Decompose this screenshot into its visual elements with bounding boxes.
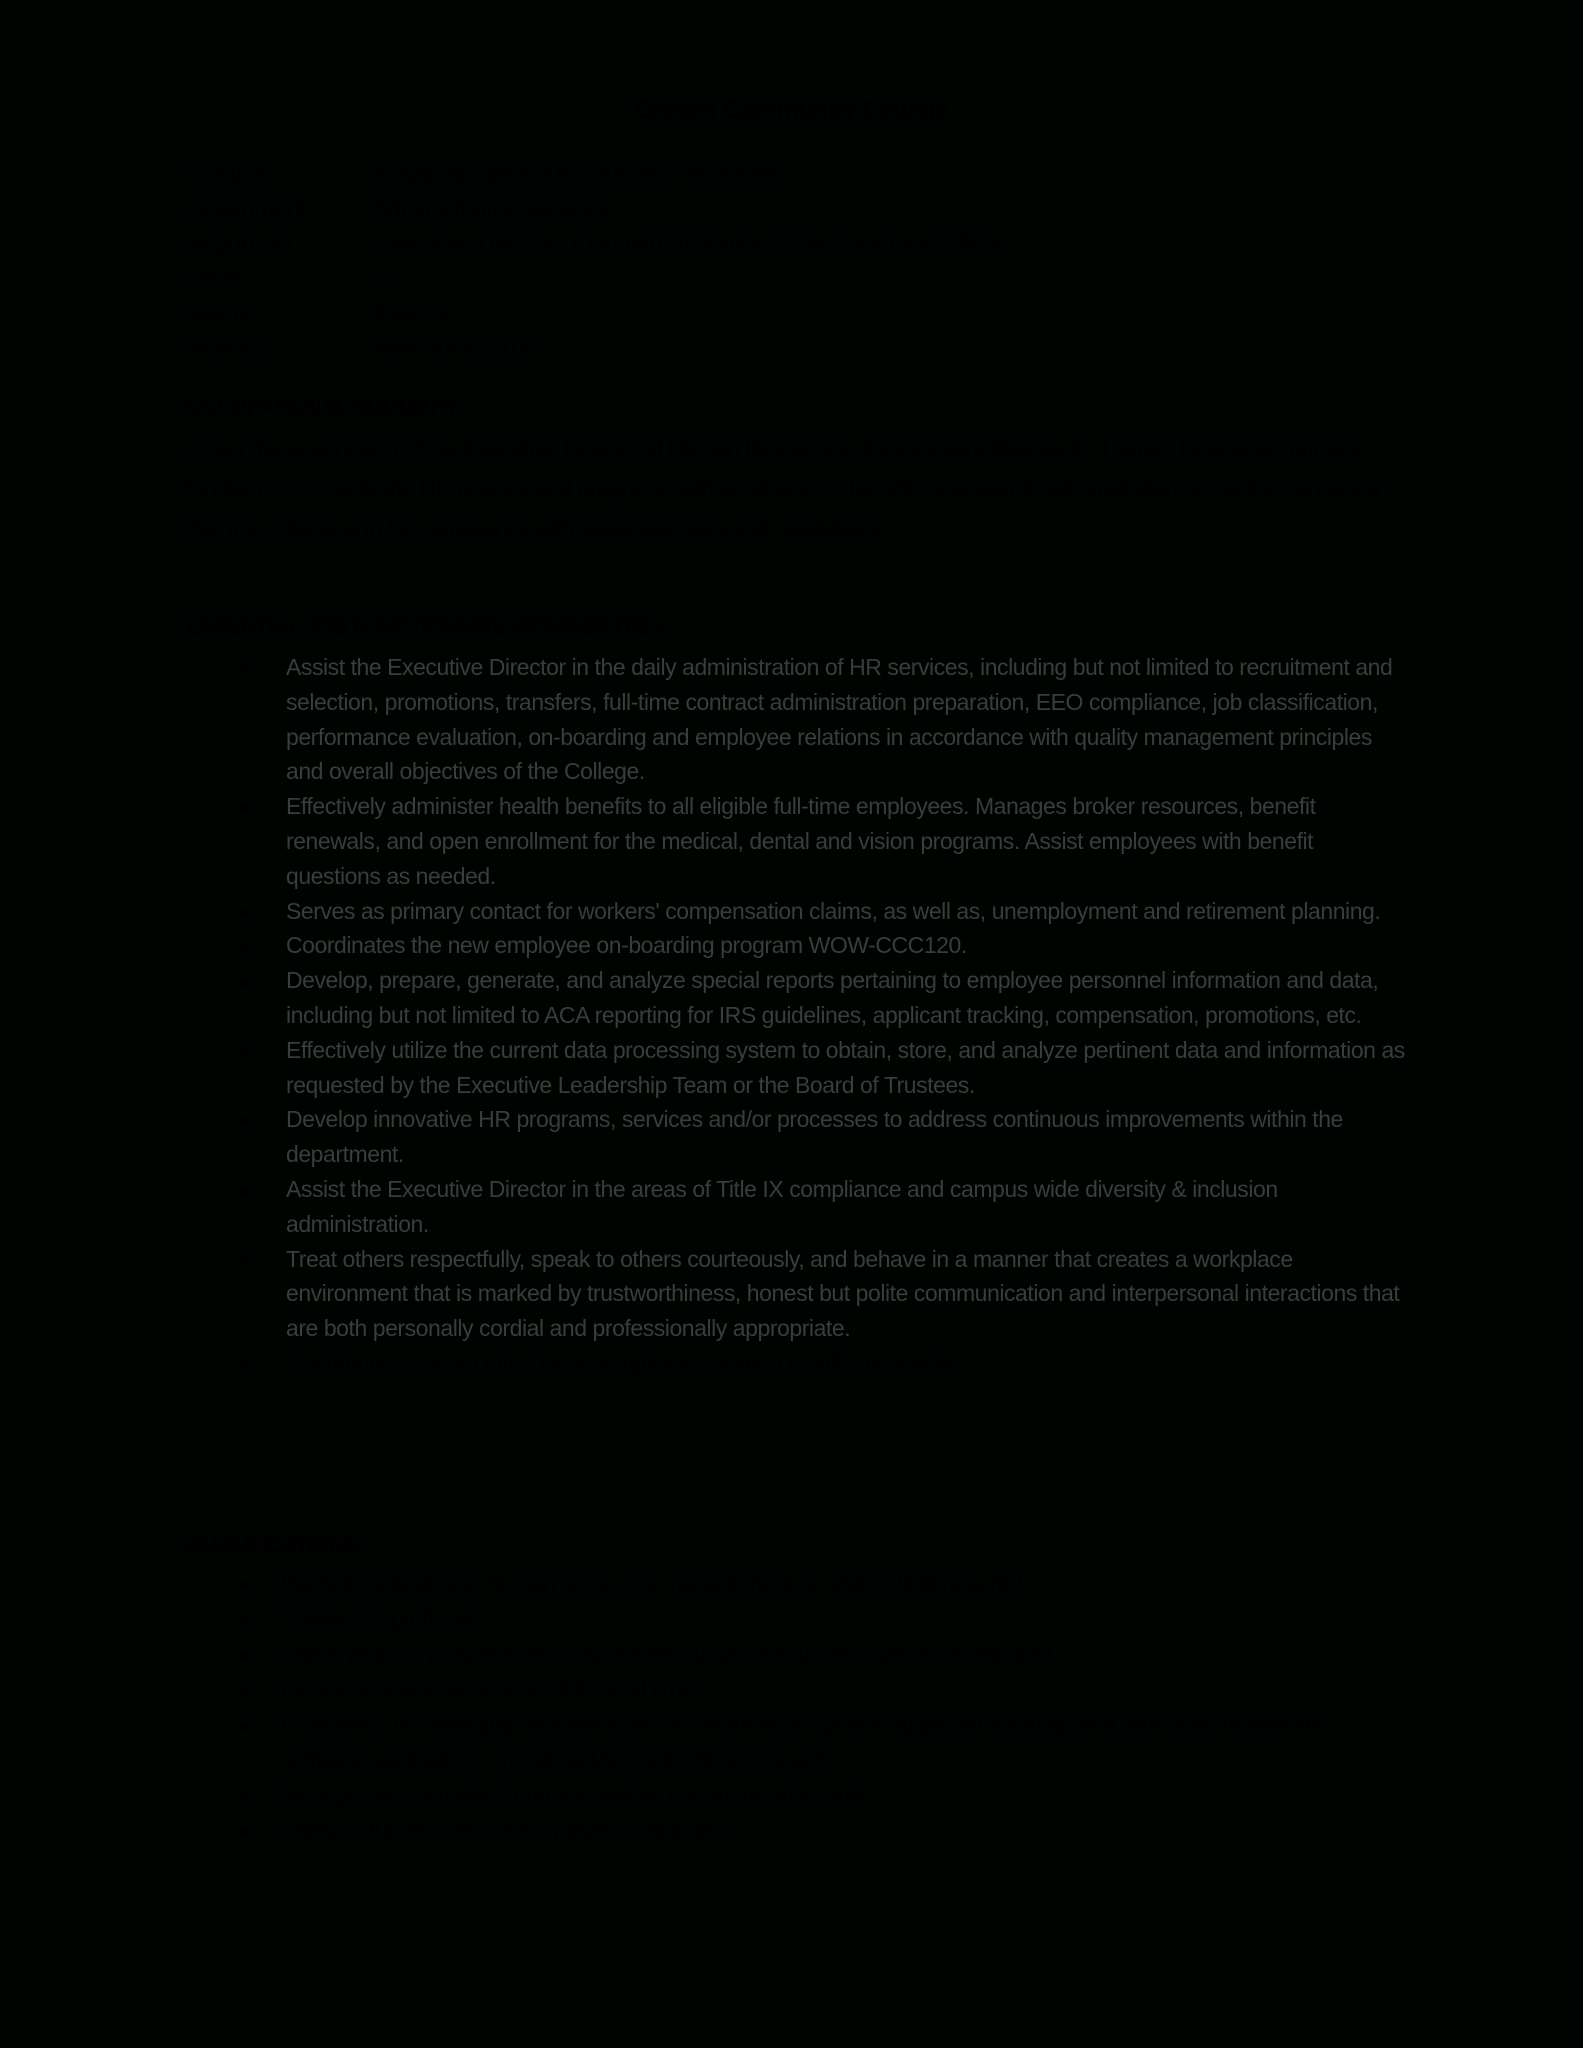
meta-row-level bbox=[186, 262, 1002, 297]
list-item: Serves as primary contact for workers' compensation claims, as well as, unemployment and retirement planning. bbox=[186, 894, 1411, 929]
meta-value: Exempt bbox=[373, 299, 451, 327]
meta-row-position bbox=[186, 158, 1002, 193]
list-item: Bachelor’s degree in human resources management or related field required. bbox=[186, 1566, 1411, 1601]
qualifications-list bbox=[186, 1566, 1411, 1848]
meta-label: Status: bbox=[186, 299, 257, 327]
bullet-icon bbox=[240, 665, 249, 674]
bullet-icon bbox=[240, 1722, 249, 1731]
bullet-icon bbox=[240, 1117, 249, 1126]
responsibilities-heading: ESSENTIAL JOB FUNCTIONS/RESPONSIBILITIES bbox=[186, 614, 666, 639]
meta-label: Department: bbox=[186, 195, 312, 223]
meta-row-reports-to bbox=[186, 227, 1002, 262]
bullet-icon bbox=[240, 909, 249, 918]
bullet-icon bbox=[240, 1687, 249, 1696]
bullet-icon bbox=[240, 1652, 249, 1661]
list-item: Assist the Executive Director in the daily administration of HR services, including but not limited to recruitment and selection, promotions, transfers, full-time contract administration preparation, EEO compliance, job classification, performance evaluation, on-boarding and employee relations in accordance with quality management principles and overall objectives of the College. bbox=[186, 650, 1411, 789]
bullet-icon bbox=[240, 978, 249, 987]
list-item: Treat others respectfully, speak to others courteously, and behave in a manner that creates a workplace environment that is marked by trustworthiness, honest but polite communication and interpersonal interactions that are both personally cordial and professionally appropriate. bbox=[186, 1242, 1411, 1346]
list-item: Coordinates the new employee on-boarding program WOW-CCC120. bbox=[186, 928, 1411, 963]
meta-row-revised bbox=[186, 331, 1002, 366]
meta-label: Level: bbox=[186, 265, 247, 293]
list-item: Effectively administer health benefits to all eligible full-time employees. Manages broker resources, benefit renewals, and open enrollment for the medical, dental and vision programs. Assist employees with benefit questions as needed. bbox=[186, 789, 1411, 893]
list-item: Three years of progressively responsible human resources experience required. bbox=[186, 1637, 1411, 1672]
meta-value: Administrative Services bbox=[373, 195, 609, 223]
list-item: Ability to function as a team player at all times. bbox=[186, 1813, 1411, 1848]
summary-heading: OCCUPATIONAL SUMMARY bbox=[186, 394, 459, 419]
bullet-icon bbox=[240, 943, 249, 952]
responsibilities-list bbox=[186, 650, 1411, 1381]
list-item: Develop innovative HR programs, services and/or processes to address continuous improvements within the department. bbox=[186, 1102, 1411, 1172]
document-title: Craven Community College bbox=[634, 96, 949, 124]
meta-label: Reports to: bbox=[186, 230, 297, 258]
meta-value: New June 2016 bbox=[373, 334, 532, 362]
meta-value: Executive Director of Human Resources/Chief Diversity Officer bbox=[373, 230, 1002, 258]
meta-value: 75 bbox=[373, 265, 399, 293]
list-item: Effectively utilize the current data processing system to obtain, store, and analyze pertinent data and information as requested by the Executive Leadership Team or the Board of Trustees. bbox=[186, 1033, 1411, 1103]
meta-row-department bbox=[186, 193, 1002, 228]
bullet-icon bbox=[240, 1257, 249, 1266]
list-item: Must possess excellent oral and written communication skills. bbox=[186, 1778, 1411, 1813]
bullet-icon bbox=[240, 1793, 249, 1802]
bullet-icon bbox=[240, 1361, 249, 1370]
meta-value: Assistant Director for Human Resources bbox=[373, 161, 779, 188]
list-item: Contributes to team effort by accomplishing related results as needed. bbox=[186, 1346, 1411, 1381]
list-item: Proficiency in managing data within an HR information system (applicant tracking) and with other related HR software applications, including Microsoft Office products. bbox=[186, 1707, 1411, 1778]
qualifications-heading: QUALIFICATIONS bbox=[186, 1532, 358, 1557]
bullet-icon bbox=[240, 804, 249, 813]
bullet-icon bbox=[240, 1828, 249, 1837]
bullet-icon bbox=[240, 1048, 249, 1057]
position-meta bbox=[186, 158, 1002, 366]
bullet-icon bbox=[240, 1187, 249, 1196]
meta-row-status bbox=[186, 297, 1002, 332]
meta-label: Revised: bbox=[186, 334, 275, 362]
bullet-icon bbox=[240, 1581, 249, 1590]
list-item: Excellent customer service skills at all times. bbox=[186, 1672, 1411, 1707]
bullet-icon bbox=[240, 1616, 249, 1625]
summary-text: Under the supervision of the Executive Director of Human Resources, the Assistant Director for Human Resources primary function is to coordinate HR policies and programs with emphasis on benefits and payroll administration, as well as, ensuring that the College is in full compliance with applicable laws and regulations. bbox=[186, 435, 1380, 541]
list-item: Develop, prepare, generate, and analyze special reports pertaining to employee personnel information and data, including but not limited to ACA reporting for IRS guidelines, applicant tracking, compensation, promotions, etc. bbox=[186, 963, 1411, 1033]
list-item: Assist the Executive Director in the areas of Title IX compliance and campus wide diversity & inclusion administration. bbox=[186, 1172, 1411, 1242]
meta-label: Position: bbox=[186, 161, 273, 188]
list-item: SHRM-CP preferred. bbox=[186, 1601, 1411, 1636]
